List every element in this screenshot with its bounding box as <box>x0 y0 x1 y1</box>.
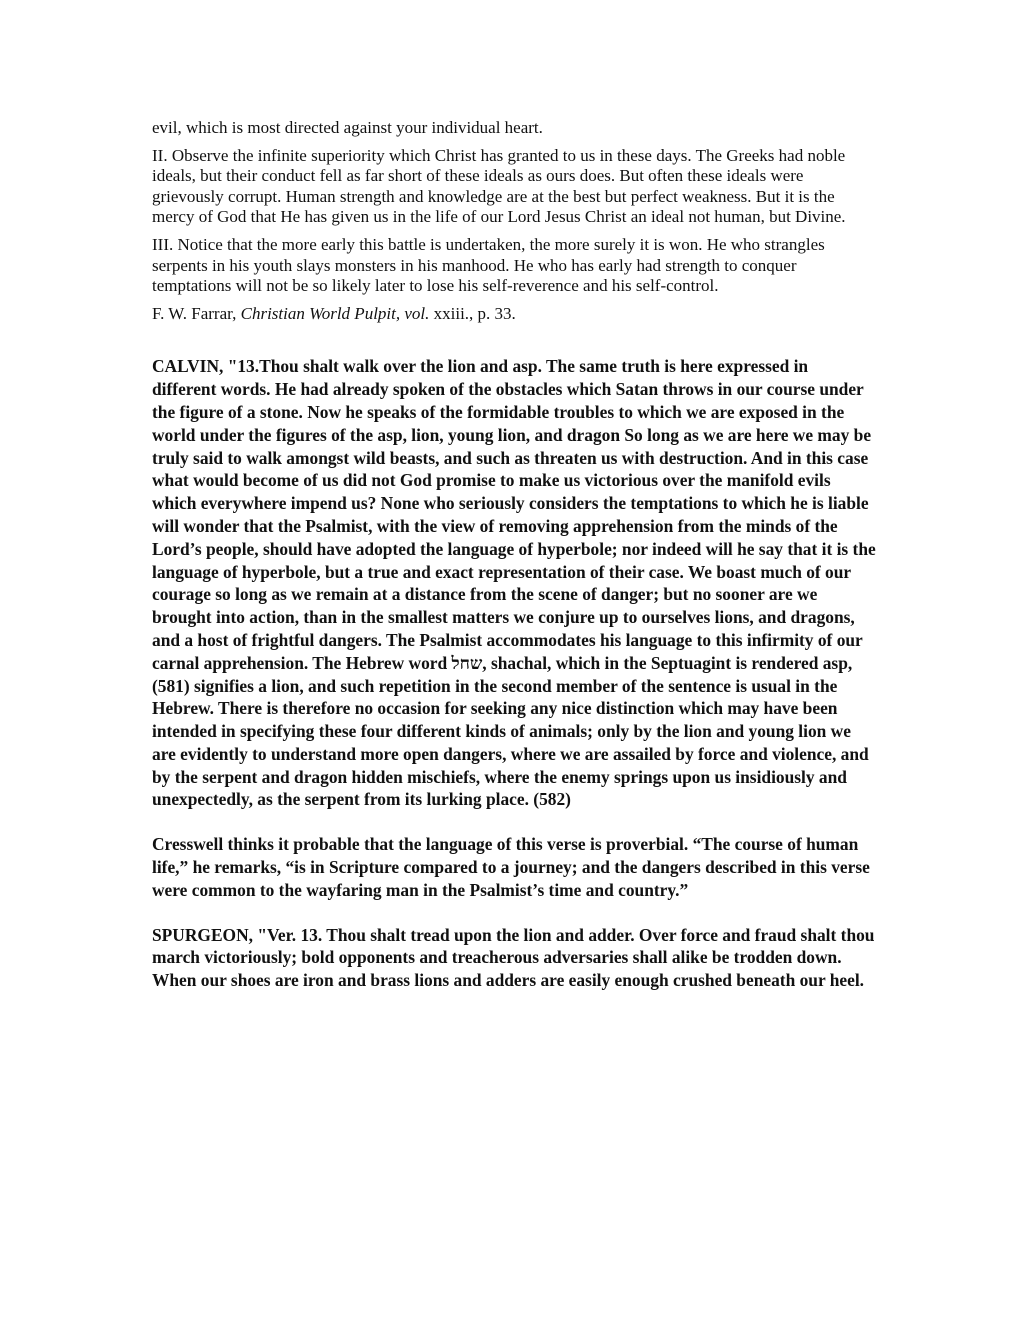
citation-author: F. W. Farrar, <box>152 303 241 323</box>
paragraph-point-three: III. Notice that the more early this battle is undertaken, the more surely it is won. He who strangles serpents in his youth slays monsters in his manhood. He who has early had strength to conquer temptations will not be so likely later to lose his self-reverence and his self-control. <box>152 234 825 296</box>
section-gap <box>152 331 876 355</box>
paragraph-point-two: II. Observe the infinite superiority which Christ has granted to us in these days. The Greeks had noble ideals, but their conduct fell as far short of these ideals as ours does. But often these ideals were grievously corrupt. Human strength and knowledge are at the best but perfect weakness. But it is the mercy of God that He has given us in the life of our Lord Jesus Christ an ideal not human, but Divine. <box>152 145 846 227</box>
paragraph-cresswell: Cresswell thinks it probable that the language of this verse is proverbial. “The course of human life,” he remarks, “is in Scripture compared to a journey; and the dangers described in this verse were common to the wayfaring man in the Psalmist’s time and country.” <box>152 834 870 900</box>
document-page <box>152 118 876 1014</box>
citation-work: Christian World Pulpit, vol. <box>240 303 430 323</box>
commentary-regular-section <box>152 118 876 324</box>
paragraph-spurgeon: SPURGEON, "Ver. 13. Thou shalt tread upon the lion and adder. Over force and fraud shalt thou march victoriously; bold opponents and treacherous adversaries shall alike be trodden down. When our shoes are iron and brass lions and adders are easily enough crushed beneath our heel. <box>152 924 875 991</box>
paragraph-evil: evil, which is most directed against your individual heart. <box>152 118 543 137</box>
citation <box>152 304 876 325</box>
paragraph-calvin: CALVIN, "13.Thou shalt walk over the lion and asp. The same truth is here expressed in different words. He had already spoken of the obstacles which Satan throws in our course under the figure of a stone. Now he speaks of the formidable troubles to which we are exposed in the world under the figures of the asp, lion, young lion, and dragon So long as we are here we may be truly said to walk amongst wild beasts, and such as threaten us with destruction. And in this case what would become of us did not God promise to make us victorious over the manifold evils which everywhere impend us? None who seriously considers the temptations to which he is liable will wonder that the Psalmist, with the view of removing apprehension from the minds of the Lord’s people, should have adopted the language of hyperbole; nor indeed will he say that it is the language of hyperbole, but a true and exact representation of their case. We boast much of our courage so long as we remain at a distance from the scene of danger; but no sooner are we brought into action, than in the smallest matters we conjure up to ourselves lions, and dragons, and a host of frightful dangers. The Psalmist accommodates his language to this infirmity of our carnal apprehension. The Hebrew word שחל, shachal, which in the Septuagint is rendered asp, (581) signifies a lion, and such repetition in the second member of the sentence is usual in the Hebrew. There is therefore no occasion for seeking any nice distinction which may have been intended in specifying these four different kinds of animals; only by the lion and young lion we are evidently to understand more open dangers, where we are assailed by force and violence, and by the serpent and dragon hidden mischiefs, where the enemy springs upon us insidiously and unexpectedly, as the serpent from its lurking place. (582) <box>152 356 876 810</box>
citation-rest: xxiii., p. 33. <box>429 303 516 323</box>
commentary-bold-section <box>152 355 876 992</box>
